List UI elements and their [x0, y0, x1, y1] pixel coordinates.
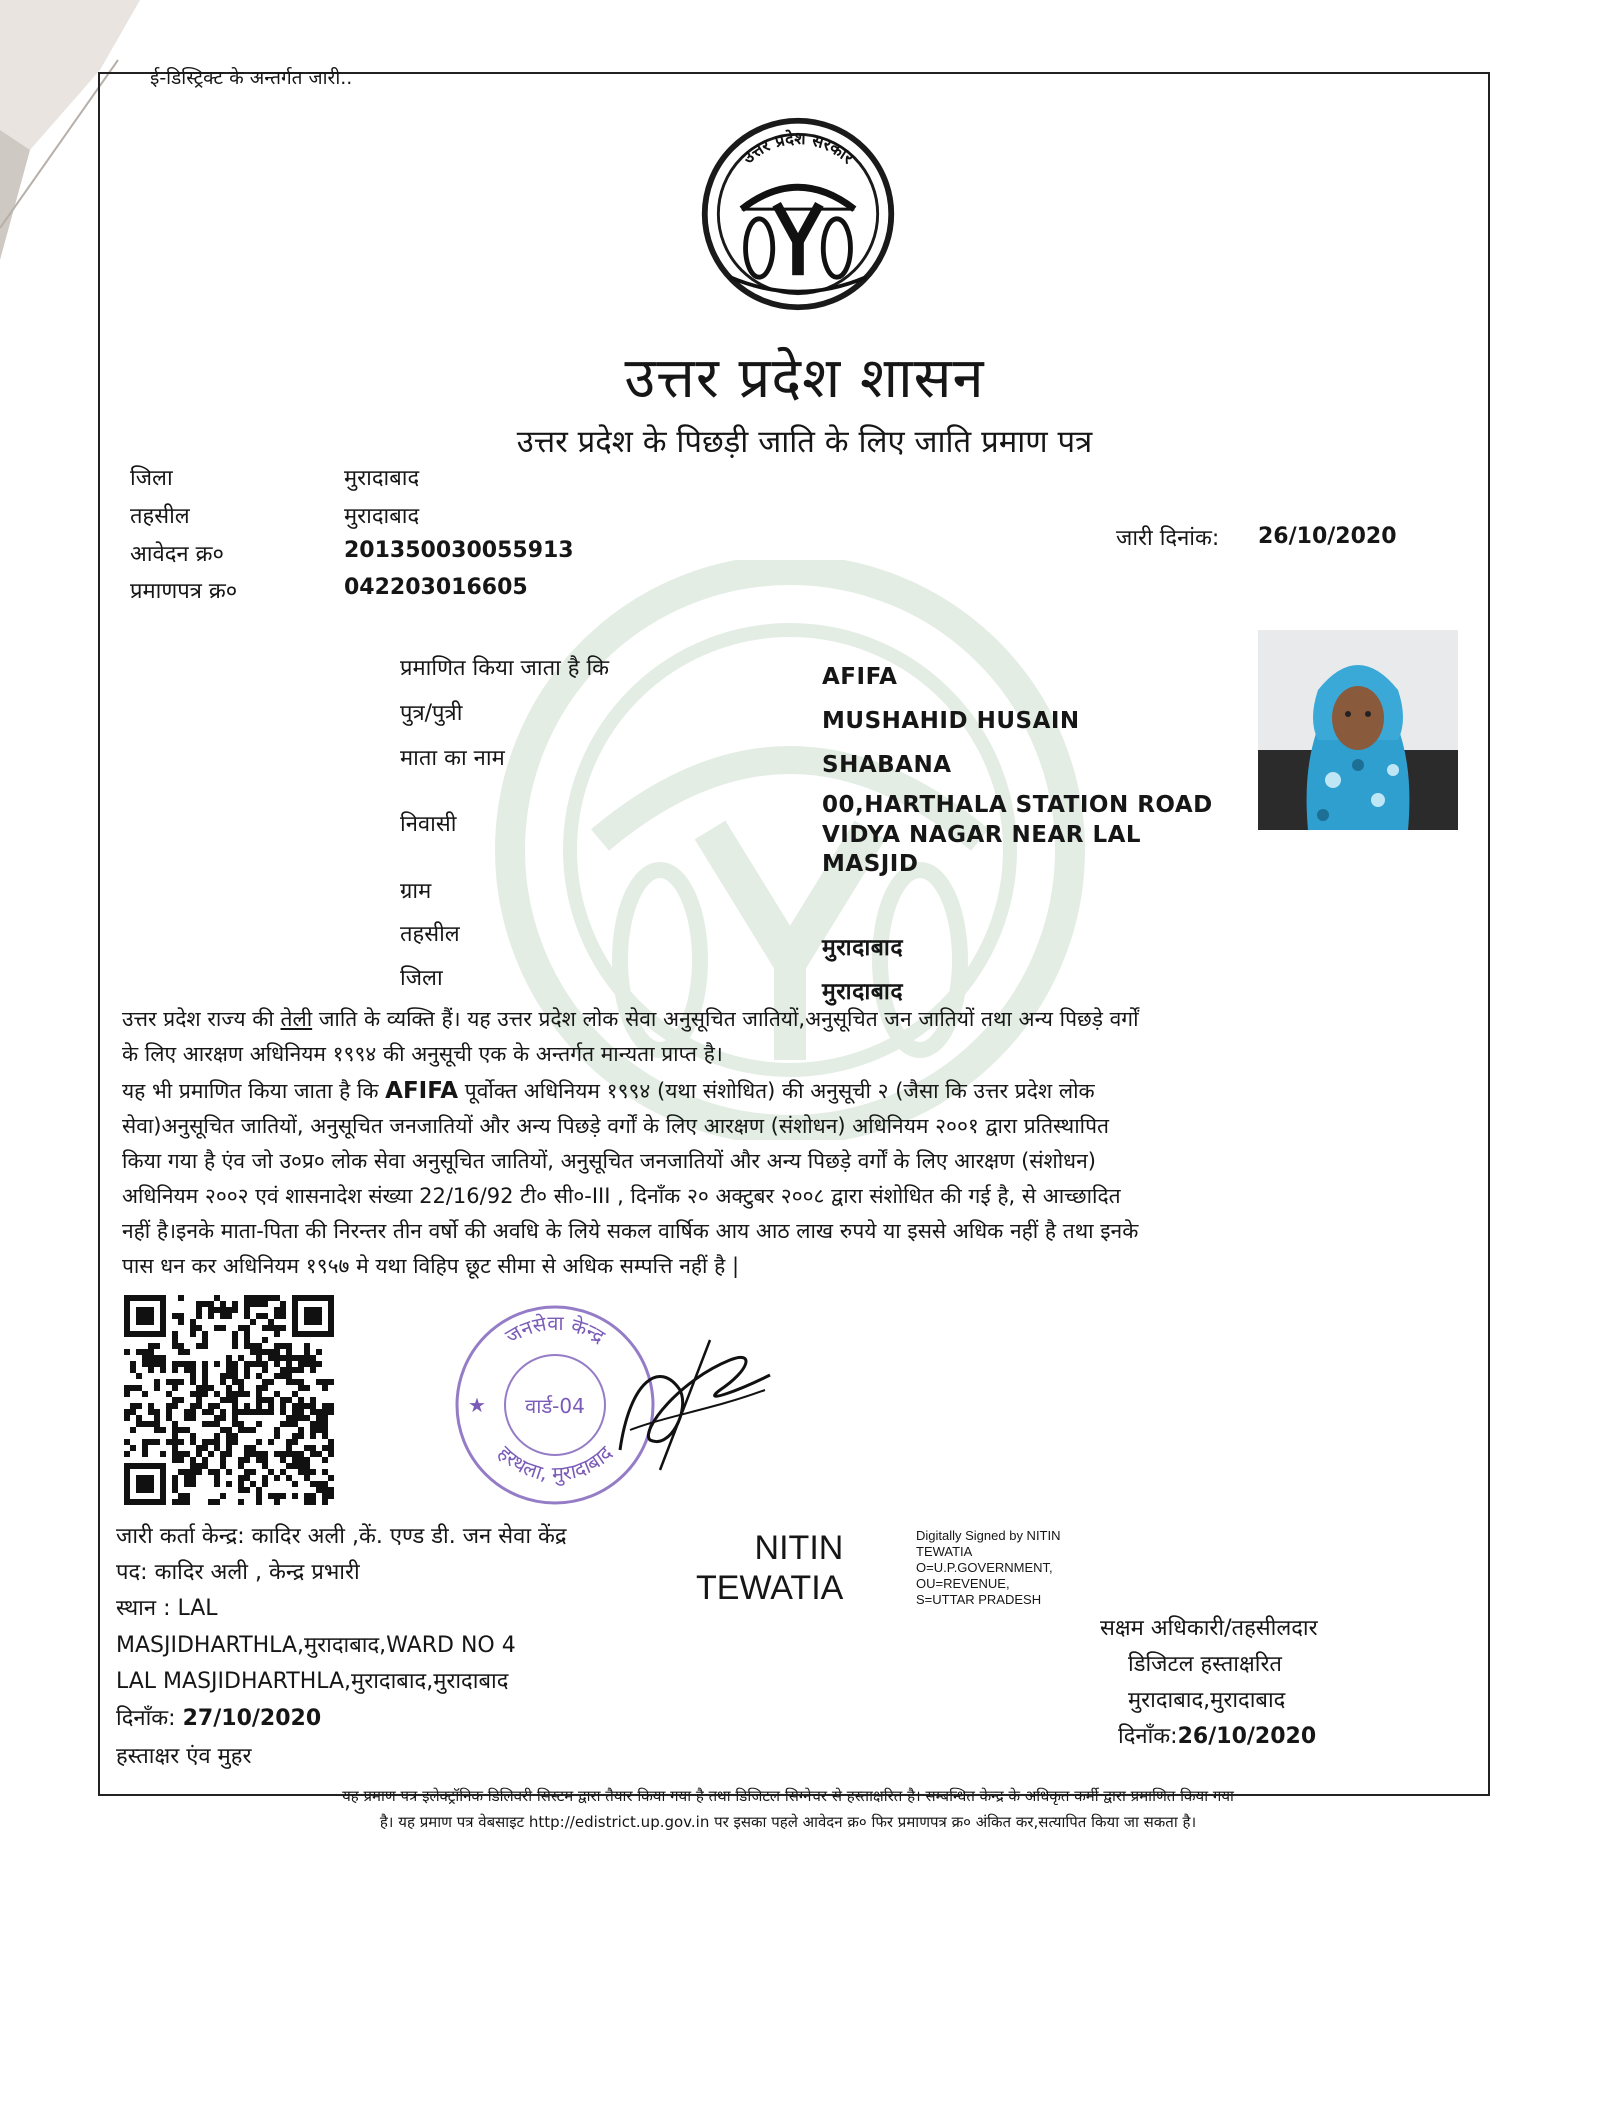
person-tehsil-value: मुरादाबाद	[822, 935, 904, 961]
signature-detail-3: O=U.P.GOVERNMENT,	[916, 1560, 1053, 1575]
footer-line2: है। यह प्रमाण पत्र वेबसाइट http://edistrict.up.gov.in पर इसका पहले आवेदन क्र० फिर प्रमाणपत्र क्र० अंकित कर,सत्यापित किया जा सकता है।	[379, 1813, 1197, 1831]
application-no-value: 201350030055913	[344, 538, 574, 563]
certification-line1	[122, 1074, 1442, 1109]
village-label: ग्राम	[400, 879, 432, 904]
caste-paragraph-line1	[122, 1002, 1442, 1037]
applicant-name: AFIFA	[822, 664, 898, 690]
person-district-value: मुरादाबाद	[822, 979, 904, 1005]
certification-name: AFIFA	[385, 1078, 459, 1104]
authority-date-value: 26/10/2020	[1177, 1724, 1317, 1749]
authority-location: मुरादाबाद,मुरादाबाद	[1128, 1688, 1286, 1713]
applicant-photo	[1258, 630, 1458, 830]
issuer-place-line1: स्थान : LAL	[116, 1596, 218, 1621]
address-line2: VIDYA NAGAR NEAR LAL	[822, 822, 1142, 848]
issuer-post: पद: कादिर अली , केन्द्र प्रभारी	[116, 1560, 360, 1585]
stamp-bottom-text: हरथला, मुरादाबाद	[493, 1440, 617, 1486]
signer-last-name: TEWATIA	[696, 1569, 844, 1607]
stamp-star-icon: ★	[468, 1393, 486, 1417]
issuer-date-label: दिनाँक:	[116, 1706, 176, 1731]
child-of-label: पुत्र/पुत्री	[400, 701, 463, 726]
caste-text-a: उत्तर प्रदेश राज्य की	[122, 1007, 274, 1031]
certification-paragraph	[122, 1074, 1442, 1284]
handwritten-signature	[590, 1320, 780, 1480]
certified-label: प्रमाणित किया जाता है कि	[400, 656, 610, 681]
application-no-label: आवेदन क्र०	[130, 542, 224, 567]
up-government-emblem	[700, 112, 896, 316]
issuer-place-line2: MASJIDHARTHLA,मुरादाबाद,WARD NO 4	[116, 1633, 516, 1658]
stamp-center-text: वार्ड-04	[525, 1394, 585, 1418]
issuer-date	[116, 1702, 321, 1732]
caste-text-b: जाति के व्यक्ति हैं। यह उत्तर प्रदेश लोक सेवा अनुसूचित जातियों,अनुसूचित जन जातियों तथा अन्य पिछड़े वर्गों	[318, 1007, 1139, 1031]
digital-signature-details	[916, 1528, 1061, 1608]
caste-paragraph	[122, 1002, 1442, 1072]
certification-text-b: पूर्वोक्त अधिनियम १९९४ (यथा संशोधित) की अनुसूची २ (जैसा कि उत्तर प्रदेश लोक	[464, 1079, 1095, 1103]
certificate-no-value: 042203016605	[344, 575, 528, 600]
signature-and-seal-label: हस्ताक्षर एंव मुहर	[116, 1744, 252, 1769]
father-name: MUSHAHID HUSAIN	[822, 708, 1080, 734]
verification-qr-code	[124, 1295, 334, 1505]
district-label: जिला	[130, 466, 173, 491]
issuer-place-line3: LAL MASJIDHARTHLA,मुरादाबाद,मुरादाबाद	[116, 1669, 509, 1694]
signature-detail-2: TEWATIA	[916, 1544, 973, 1559]
caste-paragraph-line2: के लिए आरक्षण अधिनियम १९९४ की अनुसूची एक के अन्तर्गत मान्यता प्राप्त है।	[122, 1042, 723, 1066]
issuer-date-value: 27/10/2020	[182, 1706, 322, 1731]
main-title: उत्तर प्रदेश शासन	[624, 346, 985, 411]
authority-title: सक्षम अधिकारी/तहसीलदार	[1100, 1616, 1318, 1641]
district-value: मुरादाबाद	[344, 466, 420, 491]
mother-name: SHABANA	[822, 752, 952, 778]
signature-detail-1: Digitally Signed by NITIN	[916, 1528, 1061, 1543]
person-district-label: जिला	[400, 966, 443, 991]
tehsil-label: तहसील	[130, 504, 190, 529]
signature-detail-4: OU=REVENUE,	[916, 1576, 1010, 1591]
certification-line4: अधिनियम २००२ एवं शासनादेश संख्या 22/16/92 टी० सी०-III , दिनाँक २० अक्टुबर २००८ द्वारा संशोधित की गई है, से आच्छादित	[122, 1184, 1121, 1208]
issue-date-value: 26/10/2020	[1258, 524, 1397, 549]
caste-name: तेली	[280, 1007, 313, 1031]
tehsil-value: मुरादाबाद	[344, 504, 420, 529]
certification-line2: सेवा)अनुसूचित जातियों, अनुसूचित जनजातियों और अन्य पिछड़े वर्गों के लिए आरक्षण (संशोधन) अधिनियम २००१ द्वारा प्रतिस्थापित	[122, 1114, 1110, 1138]
certification-line5: नहीं है।इनके माता-पिता की निरन्तर तीन वर्षो की अवधि के लिये सकल वार्षिक आय आठ लाख रुपये या इससे अधिक नहीं है तथा इनके	[122, 1219, 1139, 1243]
resident-label: निवासी	[400, 812, 457, 837]
footer-line1: यह प्रमाण पत्र इलेक्ट्रॉनिक डिलिवरी सिस्टम द्वारा तैयार किया गया है तथा डिजिटल सिग्नेचर से हस्ताक्षरित है। सम्बन्धित केन्द्र के अधिकृत कर्मी द्वारा प्रमाणित किया गया	[342, 1787, 1234, 1805]
certificate-subtitle: उत्तर प्रदेश के पिछड़ी जाति के लिए जाति प्रमाण पत्र	[516, 424, 1093, 460]
stamp-top-text: जनसेवा केन्द्र	[501, 1310, 610, 1349]
certificate-no-label: प्रमाणपत्र क्र०	[130, 579, 238, 604]
issue-date-label: जारी दिनांक:	[1116, 526, 1220, 551]
authority-digital-signed: डिजिटल हस्ताक्षरित	[1128, 1652, 1282, 1677]
authority-date-label: दिनाँक:	[1118, 1724, 1178, 1749]
address-line1: 00,HARTHALA STATION ROAD	[822, 792, 1213, 818]
e-district-note: ई-डिस्ट्रिक्ट के अन्तर्गत जारी..	[150, 67, 353, 89]
signature-detail-5: S=UTTAR PRADESH	[916, 1592, 1042, 1607]
digital-signer-name	[696, 1528, 843, 1608]
issuing-center: जारी कर्ता केन्द्र: कादिर अली ,कें. एण्ड डी. जन सेवा केंद्र	[116, 1524, 567, 1549]
emblem-arc-text: उत्तर प्रदेश सरकार	[738, 128, 858, 168]
signer-first-name: NITIN	[754, 1529, 844, 1567]
certification-line6: पास धन कर अधिनियम १९५७ मे यथा विहिप छूट सीमा से अधिक सम्पत्ति नहीं है |	[122, 1254, 740, 1278]
certification-text-a: यह भी प्रमाणित किया जाता है कि	[122, 1079, 379, 1103]
person-tehsil-label: तहसील	[400, 922, 460, 947]
certification-line3: किया गया है एंव जो उ०प्र० लोक सेवा अनुसूचित जातियों, अनुसूचित जनजातियों और अन्य पिछड़े वर्गों के लिए आरक्षण (संशोधन)	[122, 1149, 1096, 1173]
authority-date	[1118, 1720, 1316, 1750]
address-line3: MASJID	[822, 851, 919, 877]
mother-label: माता का नाम	[400, 746, 505, 771]
